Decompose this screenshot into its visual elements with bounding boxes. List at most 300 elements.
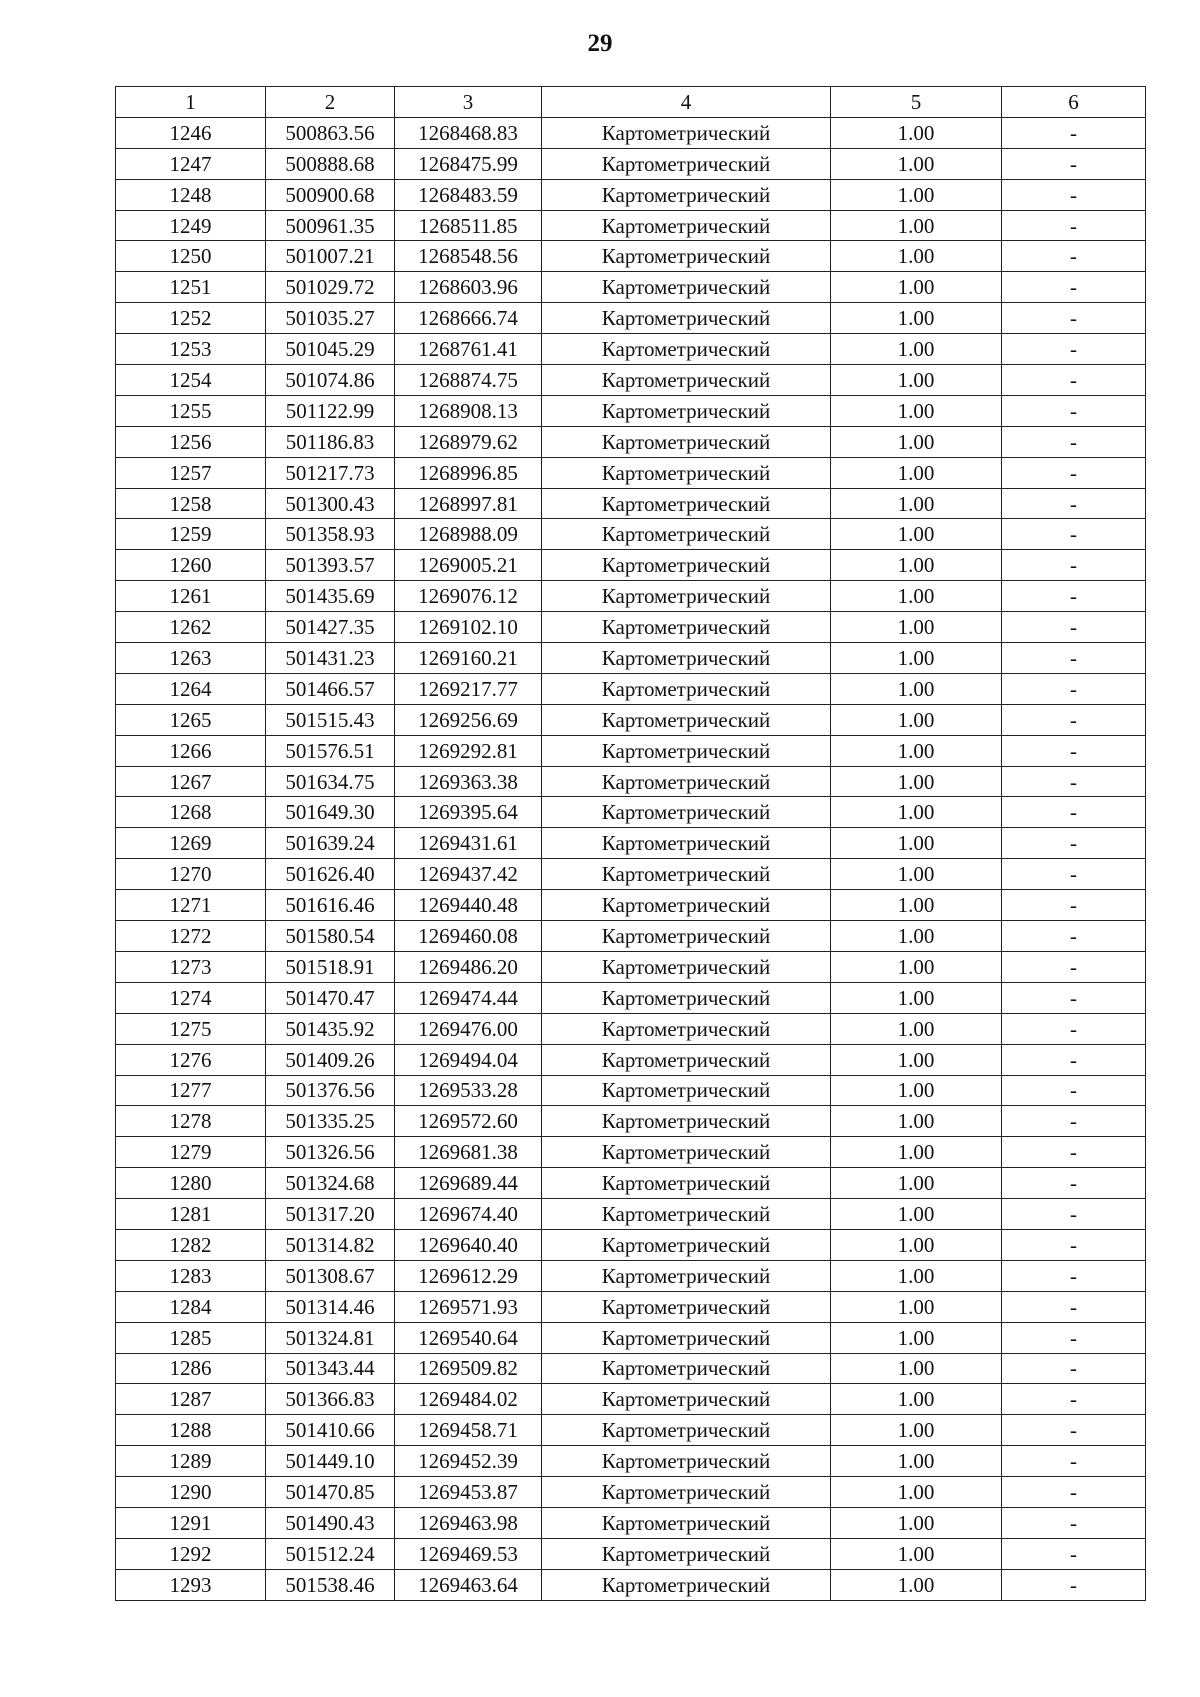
- table-row: [116, 704, 1146, 735]
- x-coordinate-cell: 501490.43: [266, 1507, 395, 1538]
- accuracy-cell: 1.00: [831, 426, 1002, 457]
- accuracy-cell: 1.00: [831, 519, 1002, 550]
- point-number-cell: 1248: [116, 179, 266, 210]
- method-cell: Картометрический: [542, 859, 831, 890]
- description-cell: -: [1002, 457, 1146, 488]
- method-cell: Картометрический: [542, 426, 831, 457]
- method-cell: Картометрический: [542, 179, 831, 210]
- table-row: [116, 1322, 1146, 1353]
- method-cell: Картометрический: [542, 1106, 831, 1137]
- table-row: [116, 1538, 1146, 1569]
- table-row: [116, 921, 1146, 952]
- accuracy-cell: 1.00: [831, 1199, 1002, 1230]
- x-coordinate-cell: 501074.86: [266, 365, 395, 396]
- point-number-cell: 1280: [116, 1168, 266, 1199]
- method-cell: Картометрический: [542, 704, 831, 735]
- table-row: [116, 210, 1146, 241]
- description-cell: -: [1002, 1013, 1146, 1044]
- description-cell: -: [1002, 735, 1146, 766]
- method-cell: Картометрический: [542, 1075, 831, 1106]
- x-coordinate-cell: 501626.40: [266, 859, 395, 890]
- y-coordinate-cell: 1268908.13: [395, 395, 542, 426]
- y-coordinate-cell: 1269463.64: [395, 1569, 542, 1600]
- point-number-cell: 1277: [116, 1075, 266, 1106]
- description-cell: -: [1002, 581, 1146, 612]
- description-cell: -: [1002, 1168, 1146, 1199]
- accuracy-cell: 1.00: [831, 951, 1002, 982]
- x-coordinate-cell: 501335.25: [266, 1106, 395, 1137]
- table-row: [116, 272, 1146, 303]
- method-cell: Картометрический: [542, 1384, 831, 1415]
- point-number-cell: 1254: [116, 365, 266, 396]
- description-cell: -: [1002, 1415, 1146, 1446]
- y-coordinate-cell: 1269256.69: [395, 704, 542, 735]
- description-cell: -: [1002, 272, 1146, 303]
- y-coordinate-cell: 1269292.81: [395, 735, 542, 766]
- x-coordinate-cell: 501007.21: [266, 241, 395, 272]
- x-coordinate-cell: 501649.30: [266, 797, 395, 828]
- point-number-cell: 1292: [116, 1538, 266, 1569]
- table-header: [116, 87, 1146, 118]
- header-row: [116, 87, 1146, 118]
- accuracy-cell: 1.00: [831, 303, 1002, 334]
- method-cell: Картометрический: [542, 241, 831, 272]
- accuracy-cell: 1.00: [831, 179, 1002, 210]
- method-cell: Картометрический: [542, 797, 831, 828]
- x-coordinate-cell: 501343.44: [266, 1353, 395, 1384]
- table-row: [116, 519, 1146, 550]
- accuracy-cell: 1.00: [831, 241, 1002, 272]
- table-row: [116, 982, 1146, 1013]
- description-cell: -: [1002, 1044, 1146, 1075]
- description-cell: -: [1002, 704, 1146, 735]
- point-number-cell: 1250: [116, 241, 266, 272]
- x-coordinate-cell: 501217.73: [266, 457, 395, 488]
- x-coordinate-cell: 501538.46: [266, 1569, 395, 1600]
- table-row: [116, 365, 1146, 396]
- y-coordinate-cell: 1269494.04: [395, 1044, 542, 1075]
- y-coordinate-cell: 1269612.29: [395, 1260, 542, 1291]
- y-coordinate-cell: 1268988.09: [395, 519, 542, 550]
- method-cell: Картометрический: [542, 303, 831, 334]
- x-coordinate-cell: 501317.20: [266, 1199, 395, 1230]
- x-coordinate-cell: 501029.72: [266, 272, 395, 303]
- description-cell: -: [1002, 1137, 1146, 1168]
- description-cell: -: [1002, 1229, 1146, 1260]
- table-row: [116, 1353, 1146, 1384]
- point-number-cell: 1276: [116, 1044, 266, 1075]
- point-number-cell: 1267: [116, 766, 266, 797]
- accuracy-cell: 1.00: [831, 673, 1002, 704]
- y-coordinate-cell: 1268997.81: [395, 488, 542, 519]
- table-row: [116, 179, 1146, 210]
- y-coordinate-cell: 1268483.59: [395, 179, 542, 210]
- point-number-cell: 1263: [116, 643, 266, 674]
- method-cell: Картометрический: [542, 457, 831, 488]
- table-row: [116, 890, 1146, 921]
- description-cell: -: [1002, 210, 1146, 241]
- description-cell: -: [1002, 859, 1146, 890]
- table-row: [116, 241, 1146, 272]
- header-cell-3: 3: [395, 87, 542, 118]
- point-number-cell: 1290: [116, 1477, 266, 1508]
- method-cell: Картометрический: [542, 1477, 831, 1508]
- method-cell: Картометрический: [542, 673, 831, 704]
- table-row: [116, 797, 1146, 828]
- description-cell: -: [1002, 1322, 1146, 1353]
- point-number-cell: 1293: [116, 1569, 266, 1600]
- y-coordinate-cell: 1268468.83: [395, 117, 542, 148]
- y-coordinate-cell: 1269363.38: [395, 766, 542, 797]
- method-cell: Картометрический: [542, 117, 831, 148]
- point-number-cell: 1273: [116, 951, 266, 982]
- y-coordinate-cell: 1268475.99: [395, 148, 542, 179]
- table-row: [116, 951, 1146, 982]
- page-number: 29: [587, 30, 613, 57]
- point-number-cell: 1247: [116, 148, 266, 179]
- accuracy-cell: 1.00: [831, 550, 1002, 581]
- description-cell: -: [1002, 890, 1146, 921]
- accuracy-cell: 1.00: [831, 982, 1002, 1013]
- table-row: [116, 612, 1146, 643]
- method-cell: Картометрический: [542, 148, 831, 179]
- y-coordinate-cell: 1269476.00: [395, 1013, 542, 1044]
- point-number-cell: 1279: [116, 1137, 266, 1168]
- accuracy-cell: 1.00: [831, 1446, 1002, 1477]
- y-coordinate-cell: 1269217.77: [395, 673, 542, 704]
- table-row: [116, 1229, 1146, 1260]
- y-coordinate-cell: 1269440.48: [395, 890, 542, 921]
- x-coordinate-cell: 501358.93: [266, 519, 395, 550]
- point-number-cell: 1257: [116, 457, 266, 488]
- accuracy-cell: 1.00: [831, 1229, 1002, 1260]
- method-cell: Картометрический: [542, 612, 831, 643]
- table-row: [116, 426, 1146, 457]
- description-cell: -: [1002, 673, 1146, 704]
- table-row: [116, 303, 1146, 334]
- x-coordinate-cell: 501186.83: [266, 426, 395, 457]
- description-cell: -: [1002, 766, 1146, 797]
- point-number-cell: 1249: [116, 210, 266, 241]
- description-cell: -: [1002, 643, 1146, 674]
- accuracy-cell: 1.00: [831, 1353, 1002, 1384]
- accuracy-cell: 1.00: [831, 797, 1002, 828]
- accuracy-cell: 1.00: [831, 921, 1002, 952]
- accuracy-cell: 1.00: [831, 1384, 1002, 1415]
- y-coordinate-cell: 1268666.74: [395, 303, 542, 334]
- method-cell: Картометрический: [542, 1322, 831, 1353]
- x-coordinate-cell: 501308.67: [266, 1260, 395, 1291]
- table-row: [116, 1569, 1146, 1600]
- point-number-cell: 1251: [116, 272, 266, 303]
- accuracy-cell: 1.00: [831, 890, 1002, 921]
- accuracy-cell: 1.00: [831, 334, 1002, 365]
- point-number-cell: 1281: [116, 1199, 266, 1230]
- x-coordinate-cell: 501470.85: [266, 1477, 395, 1508]
- x-coordinate-cell: 501300.43: [266, 488, 395, 519]
- y-coordinate-cell: 1269076.12: [395, 581, 542, 612]
- accuracy-cell: 1.00: [831, 859, 1002, 890]
- table-body: [116, 117, 1146, 1600]
- accuracy-cell: 1.00: [831, 704, 1002, 735]
- point-number-cell: 1260: [116, 550, 266, 581]
- table-row: [116, 488, 1146, 519]
- y-coordinate-cell: 1268511.85: [395, 210, 542, 241]
- x-coordinate-cell: 501518.91: [266, 951, 395, 982]
- x-coordinate-cell: 501470.47: [266, 982, 395, 1013]
- x-coordinate-cell: 501122.99: [266, 395, 395, 426]
- x-coordinate-cell: 501035.27: [266, 303, 395, 334]
- y-coordinate-cell: 1269453.87: [395, 1477, 542, 1508]
- y-coordinate-cell: 1269460.08: [395, 921, 542, 952]
- point-number-cell: 1287: [116, 1384, 266, 1415]
- point-number-cell: 1275: [116, 1013, 266, 1044]
- description-cell: -: [1002, 1106, 1146, 1137]
- x-coordinate-cell: 501616.46: [266, 890, 395, 921]
- table-row: [116, 550, 1146, 581]
- table-row: [116, 1260, 1146, 1291]
- y-coordinate-cell: 1269674.40: [395, 1199, 542, 1230]
- y-coordinate-cell: 1269509.82: [395, 1353, 542, 1384]
- accuracy-cell: 1.00: [831, 148, 1002, 179]
- accuracy-cell: 1.00: [831, 1260, 1002, 1291]
- y-coordinate-cell: 1269572.60: [395, 1106, 542, 1137]
- description-cell: -: [1002, 334, 1146, 365]
- method-cell: Картометрический: [542, 365, 831, 396]
- table-row: [116, 1415, 1146, 1446]
- point-number-cell: 1291: [116, 1507, 266, 1538]
- table-row: [116, 1507, 1146, 1538]
- method-cell: Картометрический: [542, 272, 831, 303]
- table-row: [116, 1168, 1146, 1199]
- y-coordinate-cell: 1269484.02: [395, 1384, 542, 1415]
- y-coordinate-cell: 1269540.64: [395, 1322, 542, 1353]
- description-cell: -: [1002, 1353, 1146, 1384]
- method-cell: Картометрический: [542, 1260, 831, 1291]
- y-coordinate-cell: 1269005.21: [395, 550, 542, 581]
- y-coordinate-cell: 1268761.41: [395, 334, 542, 365]
- x-coordinate-cell: 501634.75: [266, 766, 395, 797]
- description-cell: -: [1002, 1507, 1146, 1538]
- x-coordinate-cell: 501435.69: [266, 581, 395, 612]
- point-number-cell: 1268: [116, 797, 266, 828]
- method-cell: Картометрический: [542, 1168, 831, 1199]
- method-cell: Картометрический: [542, 334, 831, 365]
- y-coordinate-cell: 1269458.71: [395, 1415, 542, 1446]
- description-cell: -: [1002, 395, 1146, 426]
- x-coordinate-cell: 500888.68: [266, 148, 395, 179]
- table-row: [116, 1044, 1146, 1075]
- description-cell: -: [1002, 1538, 1146, 1569]
- y-coordinate-cell: 1269431.61: [395, 828, 542, 859]
- method-cell: Картометрический: [542, 550, 831, 581]
- point-number-cell: 1282: [116, 1229, 266, 1260]
- description-cell: -: [1002, 951, 1146, 982]
- table-row: [116, 1075, 1146, 1106]
- table-row: [116, 334, 1146, 365]
- point-number-cell: 1270: [116, 859, 266, 890]
- accuracy-cell: 1.00: [831, 643, 1002, 674]
- point-number-cell: 1283: [116, 1260, 266, 1291]
- method-cell: Картометрический: [542, 1229, 831, 1260]
- accuracy-cell: 1.00: [831, 828, 1002, 859]
- x-coordinate-cell: 501639.24: [266, 828, 395, 859]
- method-cell: Картометрический: [542, 1199, 831, 1230]
- method-cell: Картометрический: [542, 1507, 831, 1538]
- accuracy-cell: 1.00: [831, 117, 1002, 148]
- method-cell: Картометрический: [542, 982, 831, 1013]
- description-cell: -: [1002, 365, 1146, 396]
- point-number-cell: 1278: [116, 1106, 266, 1137]
- method-cell: Картометрический: [542, 921, 831, 952]
- accuracy-cell: 1.00: [831, 1075, 1002, 1106]
- description-cell: -: [1002, 612, 1146, 643]
- x-coordinate-cell: 501045.29: [266, 334, 395, 365]
- method-cell: Картометрический: [542, 395, 831, 426]
- accuracy-cell: 1.00: [831, 1013, 1002, 1044]
- point-number-cell: 1264: [116, 673, 266, 704]
- accuracy-cell: 1.00: [831, 1106, 1002, 1137]
- point-number-cell: 1265: [116, 704, 266, 735]
- table-row: [116, 766, 1146, 797]
- method-cell: Картометрический: [542, 1137, 831, 1168]
- table-row: [116, 1137, 1146, 1168]
- point-number-cell: 1256: [116, 426, 266, 457]
- method-cell: Картометрический: [542, 643, 831, 674]
- header-cell-6: 6: [1002, 87, 1146, 118]
- y-coordinate-cell: 1269160.21: [395, 643, 542, 674]
- y-coordinate-cell: 1268603.96: [395, 272, 542, 303]
- table-row: [116, 581, 1146, 612]
- accuracy-cell: 1.00: [831, 488, 1002, 519]
- table-row: [116, 1446, 1146, 1477]
- x-coordinate-cell: 501376.56: [266, 1075, 395, 1106]
- table-row: [116, 1106, 1146, 1137]
- x-coordinate-cell: 501431.23: [266, 643, 395, 674]
- accuracy-cell: 1.00: [831, 210, 1002, 241]
- table-row: [116, 457, 1146, 488]
- point-number-cell: 1255: [116, 395, 266, 426]
- x-coordinate-cell: 501366.83: [266, 1384, 395, 1415]
- coordinates-table: [115, 86, 1146, 1601]
- table-row: [116, 1199, 1146, 1230]
- x-coordinate-cell: 501393.57: [266, 550, 395, 581]
- y-coordinate-cell: 1268996.85: [395, 457, 542, 488]
- x-coordinate-cell: 501326.56: [266, 1137, 395, 1168]
- description-cell: -: [1002, 519, 1146, 550]
- method-cell: Картометрический: [542, 1353, 831, 1384]
- x-coordinate-cell: 501324.68: [266, 1168, 395, 1199]
- y-coordinate-cell: 1269469.53: [395, 1538, 542, 1569]
- accuracy-cell: 1.00: [831, 1168, 1002, 1199]
- accuracy-cell: 1.00: [831, 272, 1002, 303]
- table-row: [116, 148, 1146, 179]
- y-coordinate-cell: 1269452.39: [395, 1446, 542, 1477]
- y-coordinate-cell: 1269689.44: [395, 1168, 542, 1199]
- accuracy-cell: 1.00: [831, 1044, 1002, 1075]
- accuracy-cell: 1.00: [831, 1415, 1002, 1446]
- y-coordinate-cell: 1269474.44: [395, 982, 542, 1013]
- accuracy-cell: 1.00: [831, 1507, 1002, 1538]
- point-number-cell: 1286: [116, 1353, 266, 1384]
- x-coordinate-cell: 500900.68: [266, 179, 395, 210]
- description-cell: -: [1002, 921, 1146, 952]
- description-cell: -: [1002, 797, 1146, 828]
- header-cell-2: 2: [266, 87, 395, 118]
- description-cell: -: [1002, 1384, 1146, 1415]
- accuracy-cell: 1.00: [831, 457, 1002, 488]
- accuracy-cell: 1.00: [831, 581, 1002, 612]
- description-cell: -: [1002, 303, 1146, 334]
- description-cell: -: [1002, 117, 1146, 148]
- point-number-cell: 1259: [116, 519, 266, 550]
- method-cell: Картометрический: [542, 1013, 831, 1044]
- point-number-cell: 1258: [116, 488, 266, 519]
- accuracy-cell: 1.00: [831, 1322, 1002, 1353]
- accuracy-cell: 1.00: [831, 1477, 1002, 1508]
- description-cell: -: [1002, 241, 1146, 272]
- table-row: [116, 643, 1146, 674]
- y-coordinate-cell: 1269571.93: [395, 1291, 542, 1322]
- description-cell: -: [1002, 1291, 1146, 1322]
- description-cell: -: [1002, 179, 1146, 210]
- accuracy-cell: 1.00: [831, 1291, 1002, 1322]
- description-cell: -: [1002, 828, 1146, 859]
- method-cell: Картометрический: [542, 581, 831, 612]
- point-number-cell: 1266: [116, 735, 266, 766]
- method-cell: Картометрический: [542, 1569, 831, 1600]
- table-row: [116, 735, 1146, 766]
- y-coordinate-cell: 1269533.28: [395, 1075, 542, 1106]
- method-cell: Картометрический: [542, 1415, 831, 1446]
- table-row: [116, 1291, 1146, 1322]
- description-cell: -: [1002, 426, 1146, 457]
- y-coordinate-cell: 1269102.10: [395, 612, 542, 643]
- x-coordinate-cell: 501435.92: [266, 1013, 395, 1044]
- point-number-cell: 1274: [116, 982, 266, 1013]
- point-number-cell: 1288: [116, 1415, 266, 1446]
- table-row: [116, 1384, 1146, 1415]
- header-cell-1: 1: [116, 87, 266, 118]
- y-coordinate-cell: 1268979.62: [395, 426, 542, 457]
- description-cell: -: [1002, 488, 1146, 519]
- x-coordinate-cell: 500961.35: [266, 210, 395, 241]
- description-cell: -: [1002, 1569, 1146, 1600]
- accuracy-cell: 1.00: [831, 365, 1002, 396]
- method-cell: Картометрический: [542, 828, 831, 859]
- point-number-cell: 1246: [116, 117, 266, 148]
- description-cell: -: [1002, 1446, 1146, 1477]
- point-number-cell: 1272: [116, 921, 266, 952]
- method-cell: Картометрический: [542, 1446, 831, 1477]
- y-coordinate-cell: 1269640.40: [395, 1229, 542, 1260]
- description-cell: -: [1002, 982, 1146, 1013]
- point-number-cell: 1269: [116, 828, 266, 859]
- x-coordinate-cell: 501512.24: [266, 1538, 395, 1569]
- x-coordinate-cell: 501409.26: [266, 1044, 395, 1075]
- x-coordinate-cell: 501580.54: [266, 921, 395, 952]
- method-cell: Картометрический: [542, 1538, 831, 1569]
- method-cell: Картометрический: [542, 766, 831, 797]
- method-cell: Картометрический: [542, 735, 831, 766]
- y-coordinate-cell: 1268874.75: [395, 365, 542, 396]
- point-number-cell: 1271: [116, 890, 266, 921]
- accuracy-cell: 1.00: [831, 735, 1002, 766]
- table-row: [116, 117, 1146, 148]
- x-coordinate-cell: 501324.81: [266, 1322, 395, 1353]
- point-number-cell: 1284: [116, 1291, 266, 1322]
- y-coordinate-cell: 1269437.42: [395, 859, 542, 890]
